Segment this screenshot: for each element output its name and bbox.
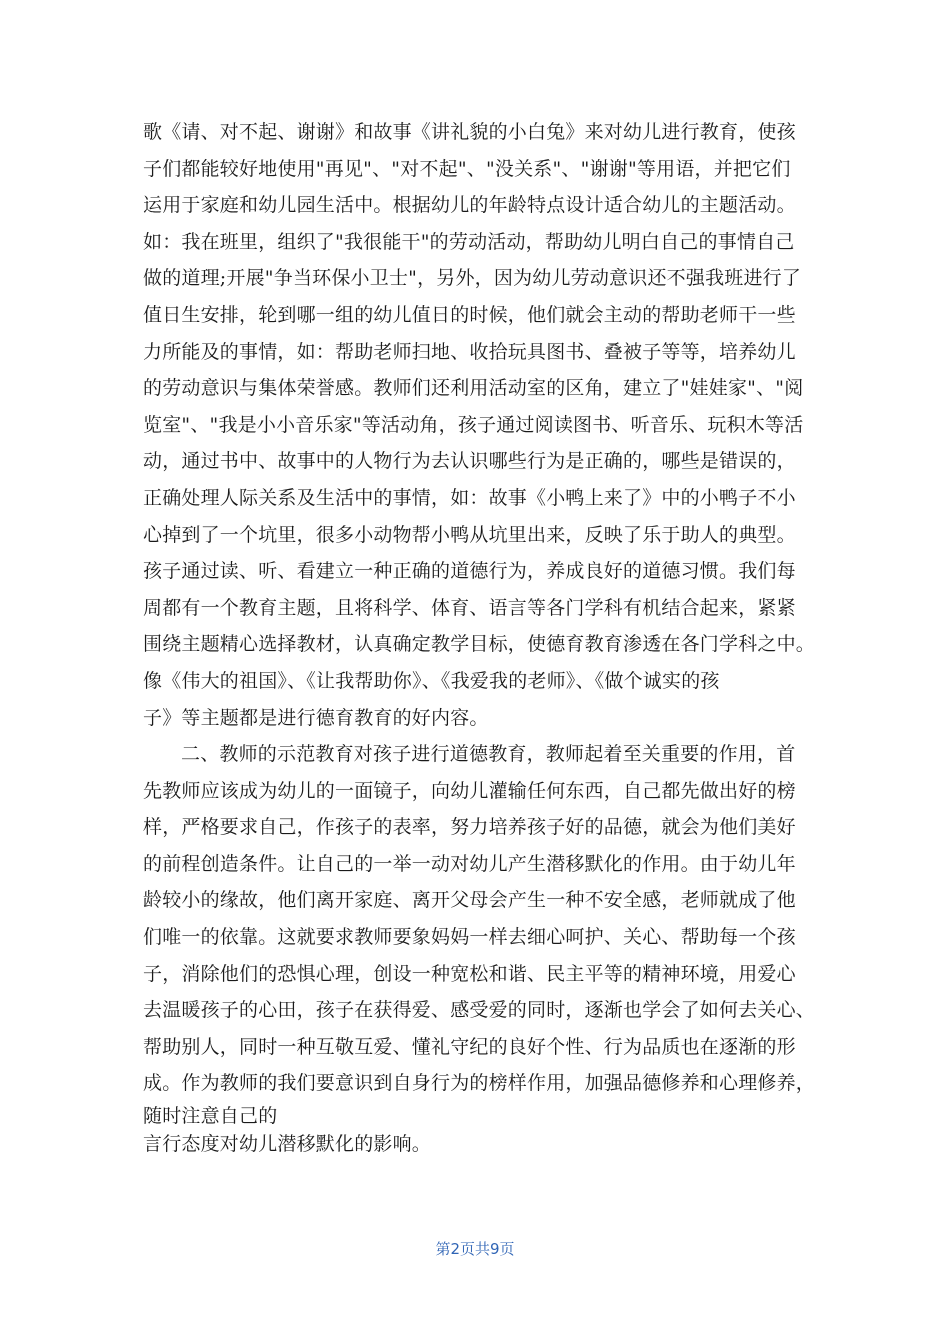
- text-line: 成。作为教师的我们要意识到自身行为的榜样作用，加强品德修养和心理修养，: [143, 1072, 816, 1095]
- text-line: 动，通过书中、故事中的人物行为去认识哪些行为是正确的，哪些是错误的，: [143, 450, 796, 473]
- document-body: [143, 114, 823, 1158]
- text-line: 力所能及的事情，如：帮助老师扫地、收拾玩具图书、叠被子等等，培养幼儿: [143, 340, 796, 363]
- text-line: 子》等主题都是进行德育教育的好内容。: [143, 706, 489, 729]
- text-line: 的前程创造条件。让自己的一举一动对幼儿产生潜移默化的作用。由于幼儿年: [143, 852, 796, 875]
- text-line: 做的道理;开展"争当环保小卫士"，另外，因为幼儿劳动意识还不强我班进行了: [143, 267, 802, 290]
- text-line: 歌《请、对不起、谢谢》和故事《讲礼貌的小白兔》来对幼儿进行教育，使孩: [143, 121, 796, 143]
- text-line: 子们都能较好地使用"再见"、"对不起"、"没关系"、"谢谢"等用语，并把它们: [143, 157, 791, 180]
- text-line: 二、教师的示范教育对孩子进行道德教育，教师起着至关重要的作用，首: [181, 743, 796, 766]
- text-line: 览室"、"我是小小音乐家"等活动角，孩子通过阅读图书、听音乐、玩积木等活: [143, 413, 804, 436]
- text-line: 正确处理人际关系及生活中的事情，如：故事《小鸭上来了》中的小鸭子不小: [143, 486, 796, 509]
- text-line: 去温暖孩子的心田，孩子在获得爱、感受爱的同时，逐渐也学会了如何去关心、: [143, 999, 816, 1022]
- page-number: 第2页共9页: [435, 1240, 515, 1258]
- text-line: 的劳动意识与集体荣誉感。教师们还利用活动室的区角，建立了"娃娃家"、"阅: [143, 377, 804, 400]
- text-line: 围绕主题精心选择教材，认真确定教学目标，使德育教育渗透在各门学科之中。: [143, 633, 816, 656]
- text-line: 值日生安排，轮到哪一组的幼儿值日的时候，他们就会主动的帮助老师干一些: [143, 303, 796, 326]
- text-line: 帮助别人，同时一种互敬互爱、懂礼守纪的良好个性、行为品质也在逐渐的形: [143, 1035, 796, 1058]
- text-line: 们唯一的依靠。这就要求教师要象妈妈一样去细心呵护、关心、帮助每一个孩: [143, 926, 796, 949]
- text-line: 心掉到了一个坑里，很多小动物帮小鸭从坑里出来，反映了乐于助人的典型。: [143, 523, 796, 546]
- text-line: 龄较小的缘故，他们离开家庭、离开父母会产生一种不安全感，老师就成了他: [143, 889, 796, 912]
- text-line: 言行态度对幼儿潜移默化的影响。: [143, 1133, 432, 1156]
- text-line: 周都有一个教育主题，且将科学、体育、语言等各门学科有机结合起来，紧紧: [143, 596, 796, 619]
- text-line: 随时注意自己的: [143, 1105, 278, 1128]
- paragraph-2: [143, 736, 823, 1158]
- text-line: 孩子通过读、听、看建立一种正确的道德行为，养成良好的道德习惯。我们每: [143, 560, 796, 583]
- text-line: 运用于家庭和幼儿园生活中。根据幼儿的年龄特点设计适合幼儿的主题活动。: [143, 194, 796, 217]
- text-line: 样，严格要求自己，作孩子的表率，努力培养孩子好的品德，就会为他们美好: [143, 816, 796, 839]
- text-line: 先教师应该成为幼儿的一面镜子，向幼儿灌输任何东西，自己都先做出好的榜: [143, 779, 796, 802]
- text-line: 像《伟大的祖国》、《让我帮助你》、《我爱我的老师》、《做个诚实的孩: [143, 669, 720, 692]
- text-line: 子，消除他们的恐惧心理，创设一种宽松和谐、民主平等的精神环境，用爱心: [143, 962, 796, 985]
- text-line: 如：我在班里，组织了"我很能干"的劳动活动，帮助幼儿明白自己的事情自己: [143, 230, 795, 253]
- paragraph-1: [143, 114, 823, 736]
